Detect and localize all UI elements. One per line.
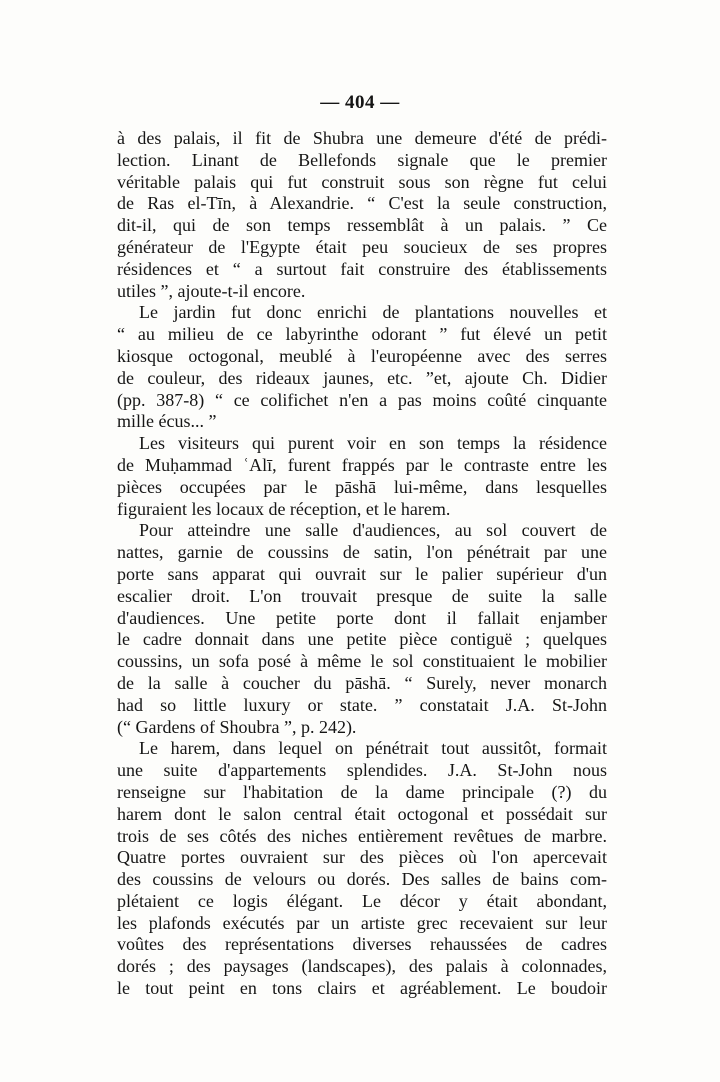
- text-line: Le jardin fut donc enrichi de plantations nouvelles et: [139, 302, 607, 323]
- paragraph: [117, 128, 607, 302]
- text-line: harem dont le salon central était octogonal et possédait sur: [117, 803, 607, 824]
- text-line: plétaient ce logis élégant. Le décor y était abondant,: [117, 890, 607, 911]
- text-line: pièces occupées par le pāshā lui-même, dans lesquelles: [117, 476, 607, 497]
- text-line: had so little luxury or state. ” constatait J.A. St-John: [117, 694, 607, 715]
- text-line: dit-il, qui de son temps ressemblât à un palais. ” Ce: [117, 215, 607, 236]
- paragraph: [117, 433, 607, 520]
- text-line: voûtes des représentations diverses rehaussées de cadres: [117, 934, 607, 955]
- text-line: figuraient les locaux de réception, et le harem.: [117, 498, 451, 519]
- text-line: véritable palais qui fut construit sous son règne fut celui: [117, 171, 607, 192]
- text-line: lection. Linant de Bellefonds signale que le premier: [117, 149, 607, 170]
- text-line: kiosque octogonal, meublé à l'européenne avec des serres: [117, 345, 607, 366]
- text-line: coussins, un sofa posé à même le sol constituaient le mobilier: [117, 651, 607, 672]
- text-line: renseigne sur l'habitation de la dame principale (?) du: [117, 781, 607, 802]
- text-line: Les visiteurs qui purent voir en son temps la résidence: [139, 433, 607, 454]
- text-line: de Ras el-Tīn, à Alexandrie. “ C'est la seule construction,: [117, 193, 607, 214]
- text-line: d'audiences. Une petite porte dont il fallait enjamber: [117, 607, 607, 628]
- text-line: Le harem, dans lequel on pénétrait tout aussitôt, formait: [139, 738, 607, 759]
- text-line: générateur de l'Egypte était peu soucieux de ses propres: [117, 236, 607, 257]
- text-line: trois de ses côtés des niches entièrement revêtues de marbre.: [117, 825, 607, 846]
- text-line: le tout peint en tons clairs et agréablement. Le boudoir: [117, 978, 607, 999]
- text-line: porte sans apparat qui ouvrait sur le palier supérieur d'un: [117, 563, 607, 584]
- paragraph: [117, 738, 607, 1000]
- text-line: des coussins de velours ou dorés. Des salles de bains com-: [117, 869, 607, 890]
- text-line: “ au milieu de ce labyrinthe odorant ” fut élevé un petit: [117, 324, 607, 345]
- text-line: résidences et “ a surtout fait construire des établissements: [117, 258, 607, 279]
- text-line: utiles ”, ajoute-t-il encore.: [117, 280, 306, 301]
- text-line: escalier droit. L'on trouvait presque de suite la salle: [117, 585, 607, 606]
- text-line: nattes, garnie de coussins de satin, l'on pénétrait par une: [117, 542, 607, 563]
- text-line: dorés ; des paysages (landscapes), des palais à colonnades,: [117, 956, 607, 977]
- text-line: à des palais, il fit de Shubra une demeure d'été de prédi-: [117, 128, 607, 148]
- paragraph: [117, 520, 607, 738]
- body-text: [117, 128, 607, 1000]
- text-line: une suite d'appartements splendides. J.A. St-John nous: [117, 760, 607, 781]
- text-line: de Muḥammad ʿAlī, furent frappés par le contraste entre les: [117, 454, 607, 475]
- page-number: — 404 —: [320, 92, 400, 113]
- text-line: mille écus... ”: [117, 411, 217, 432]
- text-line: de couleur, des rideaux jaunes, etc. ”et, ajoute Ch. Didier: [117, 367, 607, 388]
- paragraph: [117, 302, 607, 433]
- text-line: (pp. 387-8) “ ce colifichet n'en a pas moins coûté cinquante: [117, 389, 607, 410]
- text-line: Quatre portes ouvraient sur des pièces où l'on apercevait: [117, 847, 607, 868]
- text-line: Pour atteindre une salle d'audiences, au sol couvert de: [139, 520, 607, 541]
- text-line: (“ Gardens of Shoubra ”, p. 242).: [117, 716, 357, 737]
- text-line: le cadre donnait dans une petite pièce contiguë ; quelques: [117, 629, 607, 650]
- text-line: les plafonds exécutés par un artiste grec recevaient sur leur: [117, 912, 607, 933]
- text-line: de la salle à coucher du pāshā. “ Surely, never monarch: [117, 672, 607, 693]
